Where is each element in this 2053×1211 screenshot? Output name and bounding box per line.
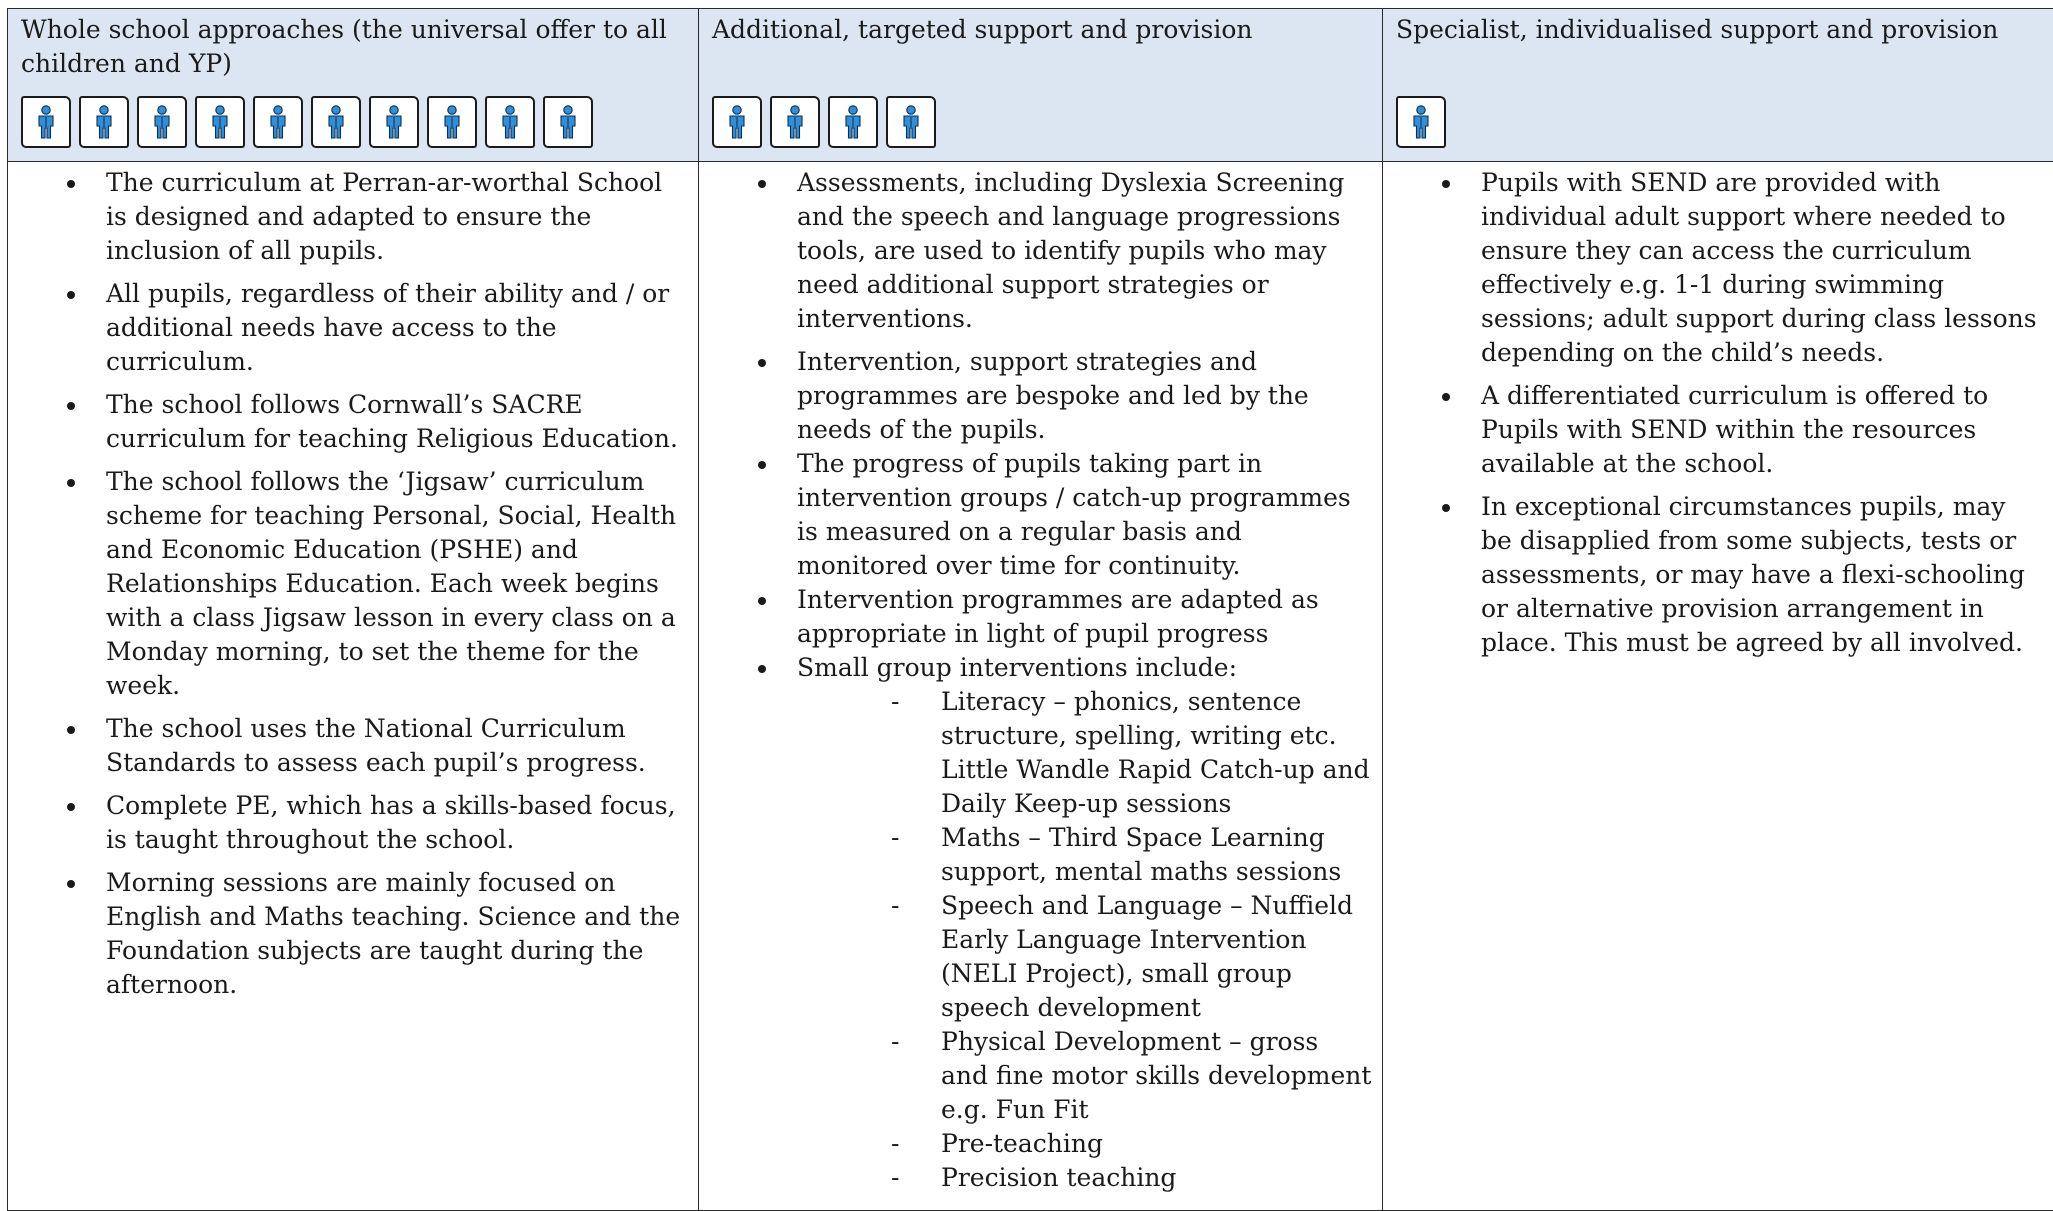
person-icon (137, 96, 187, 148)
sub-item: - Physical Development – gross and fine motor skills development e.g. Fun Fit (941, 1025, 1372, 1127)
person-icon (369, 96, 419, 148)
person-icon (195, 96, 245, 148)
bullet-item: The school follows the ‘Jigsaw’ curriculum scheme for teaching Personal, Social, Health and Economic Education (PSHE) and Relationships Education. Each week begins with a class Jigsaw lesson in every class on a Monday morning, to set the theme for the week. (8, 465, 698, 703)
person-icon (770, 96, 820, 148)
cell-specialist-support (1383, 162, 2053, 1211)
content-row (8, 162, 2053, 1211)
figure-row (21, 96, 593, 148)
provision-table (7, 8, 2053, 1211)
sub-item: - Precision teaching (941, 1161, 1372, 1195)
bullet-item: The progress of pupils taking part in intervention groups / catch-up programmes is measured on a regular basis and monitored over time for continuity. (699, 447, 1382, 583)
sub-item: - Speech and Language – Nuffield Early Language Intervention (NELI Project), small group speech development (941, 889, 1372, 1025)
bullet-item: Intervention, support strategies and programmes are bespoke and led by the needs of the pupils. (699, 345, 1382, 447)
column-heading: Specialist, individualised support and provision (1396, 13, 2040, 47)
bullet-item-with-sublist (699, 651, 1382, 1195)
cell-whole-school (8, 162, 699, 1211)
person-icon (828, 96, 878, 148)
cell-targeted-support (699, 162, 1383, 1211)
sub-item: - Pre-teaching (941, 1127, 1372, 1161)
bullet-item: All pupils, regardless of their ability and / or additional needs have access to the curriculum. (8, 277, 698, 379)
person-icon (543, 96, 593, 148)
column-heading: Whole school approaches (the universal offer to all children and YP) (21, 13, 685, 81)
person-icon (311, 96, 361, 148)
bullet-item: The school uses the National Curriculum Standards to assess each pupil’s progress. (8, 712, 698, 780)
bullet-item: Morning sessions are mainly focused on English and Maths teaching. Science and the Foundation subjects are taught during the afternoon. (8, 866, 698, 1002)
person-icon (427, 96, 477, 148)
bullet-item: A differentiated curriculum is offered to Pupils with SEND within the resources available at the school. (1383, 379, 2053, 481)
header-whole-school (8, 9, 699, 162)
figure-row (712, 96, 936, 148)
bullet-item: Complete PE, which has a skills-based focus, is taught throughout the school. (8, 789, 698, 857)
person-icon (712, 96, 762, 148)
person-icon (485, 96, 535, 148)
bullet-item: The school follows Cornwall’s SACRE curriculum for teaching Religious Education. (8, 388, 698, 456)
person-icon (21, 96, 71, 148)
header-targeted-support (699, 9, 1383, 162)
sub-item: - Maths – Third Space Learning support, mental maths sessions (941, 821, 1372, 889)
bullet-item: In exceptional circumstances pupils, may be disapplied from some subjects, tests or assessments, or may have a flexi-schooling or alternative provision arrangement in place. This must be agreed by all involved. (1383, 490, 2053, 660)
bullet-text: Small group interventions include: (797, 653, 1237, 682)
person-icon (886, 96, 936, 148)
figure-row (1396, 96, 1446, 148)
person-icon (1396, 96, 1446, 148)
bullet-list (8, 162, 698, 1002)
sub-item: - Literacy – phonics, sentence structure, spelling, writing etc. Little Wandle Rapid Catch-up and Daily Keep-up sessions (941, 685, 1372, 821)
bullet-list (699, 162, 1382, 1195)
bullet-list (1383, 162, 2053, 660)
bullet-item: Assessments, including Dyslexia Screening and the speech and language progressions tools, are used to identify pupils who may need additional support strategies or interventions. (699, 166, 1382, 336)
bullet-item: The curriculum at Perran-ar-worthal School is designed and adapted to ensure the inclusion of all pupils. (8, 166, 698, 268)
header-row (8, 9, 2053, 162)
column-heading: Additional, targeted support and provision (712, 13, 1369, 47)
header-specialist-support (1383, 9, 2053, 162)
intervention-sublist (797, 685, 1372, 1195)
bullet-item: Intervention programmes are adapted as appropriate in light of pupil progress (699, 583, 1382, 651)
person-icon (79, 96, 129, 148)
person-icon (253, 96, 303, 148)
bullet-item: Pupils with SEND are provided with individual adult support where needed to ensure they can access the curriculum effectively e.g. 1-1 during swimming sessions; adult support during class lessons depending on the child’s needs. (1383, 166, 2053, 370)
